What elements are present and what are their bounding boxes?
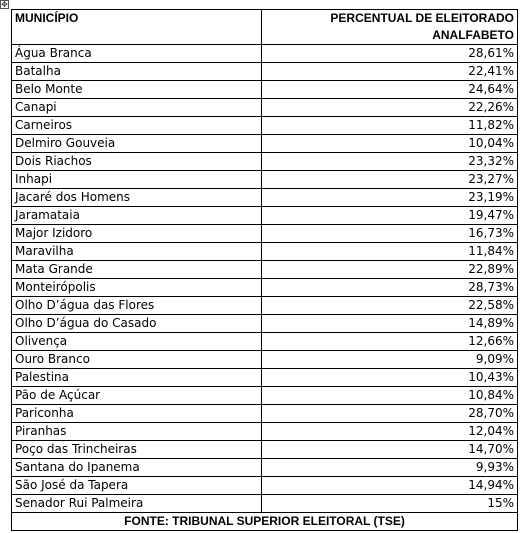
- municipio-cell: Batalha: [12, 63, 262, 81]
- percentual-cell: 14,70%: [262, 441, 518, 459]
- table-body: [12, 45, 518, 513]
- municipio-cell: Belo Monte: [12, 81, 262, 99]
- percentual-cell: 11,84%: [262, 243, 518, 261]
- eleitorado-table: [11, 9, 518, 531]
- table-row: [12, 279, 518, 297]
- municipio-cell: Major Izidoro: [12, 225, 262, 243]
- table-row: [12, 225, 518, 243]
- table-row: [12, 495, 518, 513]
- table-row: [12, 297, 518, 315]
- municipio-cell: Senador Rui Palmeira: [12, 495, 262, 513]
- percentual-cell: 15%: [262, 495, 518, 513]
- percentual-cell: 23,27%: [262, 171, 518, 189]
- table-move-icon[interactable]: ✥: [1, 0, 8, 9]
- percentual-header-line1: PERCENTUAL DE ELEITORADO: [330, 11, 514, 25]
- table-row: [12, 135, 518, 153]
- table-row: [12, 315, 518, 333]
- source-note: FONTE: TRIBUNAL SUPERIOR ELEITORAL (TSE): [12, 513, 518, 531]
- municipio-cell: Dois Riachos: [12, 153, 262, 171]
- percentual-cell: 9,09%: [262, 351, 518, 369]
- table-row: [12, 81, 518, 99]
- municipio-cell: Canapi: [12, 99, 262, 117]
- municipio-cell: Pariconha: [12, 405, 262, 423]
- municipio-cell: Poço das Trincheiras: [12, 441, 262, 459]
- municipio-cell: Mata Grande: [12, 261, 262, 279]
- percentual-cell: 10,43%: [262, 369, 518, 387]
- percentual-cell: 22,89%: [262, 261, 518, 279]
- municipio-column-header: MUNICÍPIO: [12, 10, 262, 45]
- percentual-cell: 9,93%: [262, 459, 518, 477]
- percentual-cell: 24,64%: [262, 81, 518, 99]
- percentual-cell: 28,73%: [262, 279, 518, 297]
- percentual-cell: 23,32%: [262, 153, 518, 171]
- table-row: [12, 117, 518, 135]
- table-row: [12, 441, 518, 459]
- table-row: [12, 171, 518, 189]
- percentual-cell: 12,04%: [262, 423, 518, 441]
- source-row: [12, 513, 518, 531]
- table-row: [12, 423, 518, 441]
- percentual-column-header: [262, 10, 518, 45]
- table-row: [12, 333, 518, 351]
- municipio-cell: São José da Tapera: [12, 477, 262, 495]
- municipio-cell: Maravilha: [12, 243, 262, 261]
- table-row: [12, 99, 518, 117]
- municipio-cell: Delmiro Gouveia: [12, 135, 262, 153]
- header-row: [12, 10, 518, 45]
- table-row: [12, 189, 518, 207]
- percentual-cell: 28,70%: [262, 405, 518, 423]
- table-row: [12, 153, 518, 171]
- municipio-cell: Carneiros: [12, 117, 262, 135]
- percentual-cell: 23,19%: [262, 189, 518, 207]
- municipio-cell: Jacaré dos Homens: [12, 189, 262, 207]
- percentual-cell: 22,58%: [262, 297, 518, 315]
- table-row: [12, 261, 518, 279]
- percentual-cell: 14,94%: [262, 477, 518, 495]
- percentual-cell: 14,89%: [262, 315, 518, 333]
- percentual-cell: 22,26%: [262, 99, 518, 117]
- municipio-cell: Santana do Ipanema: [12, 459, 262, 477]
- table-row: [12, 351, 518, 369]
- percentual-cell: 19,47%: [262, 207, 518, 225]
- table-row: [12, 459, 518, 477]
- table-row: [12, 477, 518, 495]
- municipio-cell: Olho D’água das Flores: [12, 297, 262, 315]
- municipio-cell: Ouro Branco: [12, 351, 262, 369]
- percentual-cell: 10,84%: [262, 387, 518, 405]
- municipio-cell: Olho D’água do Casado: [12, 315, 262, 333]
- municipio-cell: Jaramataia: [12, 207, 262, 225]
- percentual-cell: 16,73%: [262, 225, 518, 243]
- percentual-header-line2: ANALFABETO: [432, 28, 514, 42]
- table-row: [12, 243, 518, 261]
- table-row: [12, 405, 518, 423]
- percentual-cell: 22,41%: [262, 63, 518, 81]
- municipio-cell: Monteirópolis: [12, 279, 262, 297]
- table-row: [12, 45, 518, 63]
- municipio-cell: Água Branca: [12, 45, 262, 63]
- percentual-cell: 28,61%: [262, 45, 518, 63]
- table-row: [12, 63, 518, 81]
- table-row: [12, 369, 518, 387]
- municipio-cell: Olivença: [12, 333, 262, 351]
- table-row: [12, 387, 518, 405]
- percentual-cell: 10,04%: [262, 135, 518, 153]
- percentual-cell: 11,82%: [262, 117, 518, 135]
- percentual-cell: 12,66%: [262, 333, 518, 351]
- municipio-cell: Pão de Açúcar: [12, 387, 262, 405]
- municipio-cell: Inhapi: [12, 171, 262, 189]
- municipio-cell: Piranhas: [12, 423, 262, 441]
- municipio-cell: Palestina: [12, 369, 262, 387]
- table-row: [12, 207, 518, 225]
